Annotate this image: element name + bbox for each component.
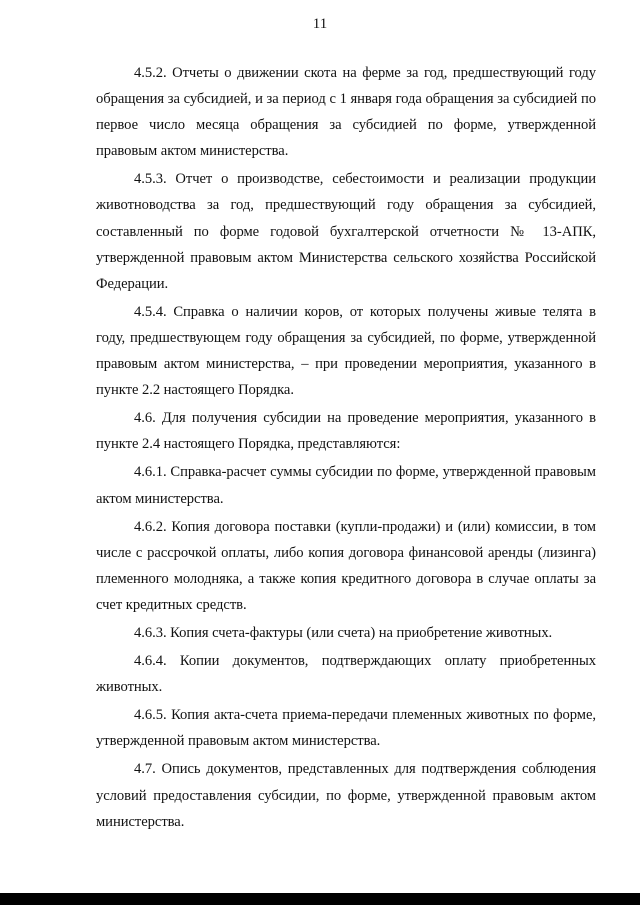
paragraph-4-7: 4.7. Опись документов, представленных для подтверждения соблюдения условий предоставления субсидии, по форме, утвержденной правовым актом министерства. xyxy=(96,761,596,830)
paragraph-4-6-5: 4.6.5. Копия акта-счета приема-передачи племенных животных по форме, утвержденной правовым актом министерства. xyxy=(96,707,596,750)
paragraph-4-5-3: 4.5.3. Отчет о производстве, себестоимости и реализации продукции животноводства за год, предшествующий году обращения за субсидией, составленный по форме годовой бухгалтерской отчетности № 13-АПК, утвержденной правовым актом Министерства сельского хозяйства Российской Федерации. xyxy=(96,171,596,292)
paragraph-4-5-2: 4.5.2. Отчеты о движении скота на ферме за год, предшествующий году обращения за субсидией, и за период с 1 января года обращения за субсидией по первое число месяца обращения за субсидией по форме, утвержденной правовым актом министерства. xyxy=(96,65,596,160)
page-number: 11 xyxy=(312,16,328,32)
scan-bottom-edge xyxy=(0,893,640,905)
paragraph-4-6-3: 4.6.3. Копия счета-фактуры (или счета) на приобретение животных. xyxy=(134,624,553,641)
document-body xyxy=(96,60,596,837)
paragraph-4-6-1: 4.6.1. Справка-расчет суммы субсидии по форме, утвержденной правовым актом министерства. xyxy=(96,464,596,507)
paragraph-4-5-4: 4.5.4. Справка о наличии коров, от которых получены живые телята в году, предшествующем году обращения за субсидией, по форме, утвержденной правовым актом министерства, – при проведении мероприятия, указанного в пункте 2.2 настоящего Порядка. xyxy=(96,303,596,399)
paragraph-4-6-4: 4.6.4. Копии документов, подтверждающих оплату приобретенных животных. xyxy=(96,653,596,696)
paragraph-4-6-2: 4.6.2. Копия договора поставки (купли-продажи) и (или) комиссии, в том числе с рассрочкой оплаты, либо копия договора финансовой аренды (лизинга) племенного молодняка, а также копия кредитного договора в случае оплаты за счет кредитных средств. xyxy=(96,518,596,613)
paragraph-4-6: 4.6. Для получения субсидии на проведение мероприятия, указанного в пункте 2.4 настоящего Порядка, представляются: xyxy=(96,410,596,453)
